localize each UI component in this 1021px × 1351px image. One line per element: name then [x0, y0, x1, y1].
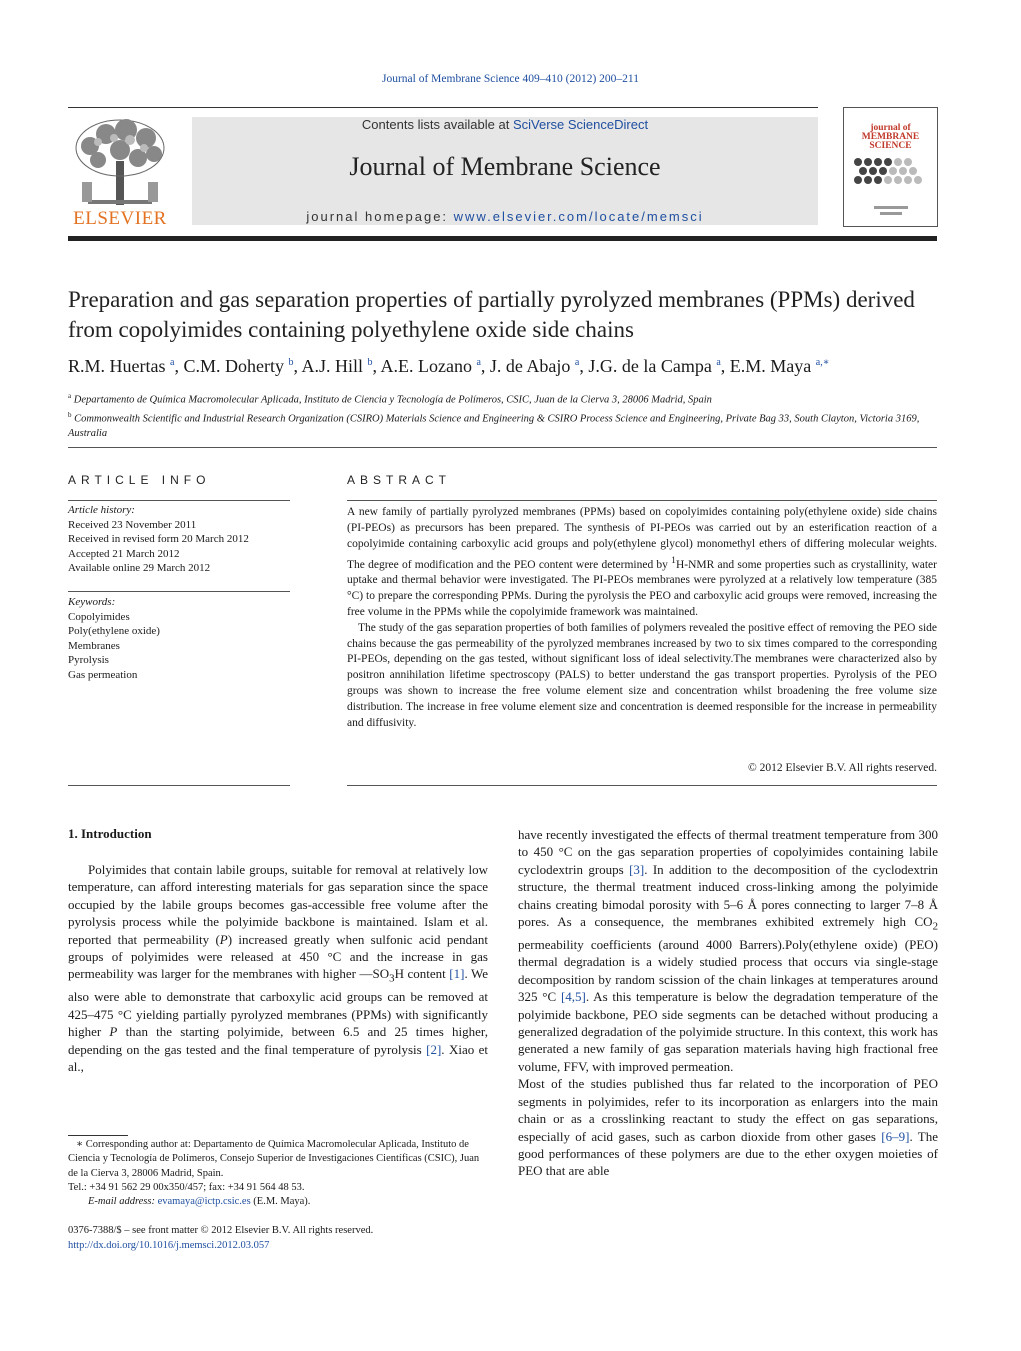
text-run: Most of the studies published thus far related to the incorporation of PEO segments in polyimides, refer to its incorporation as enlargers into the main chain or as a crosslinking reactant to study the effect on gas separations, especially of acid gases, such as carbon dioxide from other gases	[518, 1076, 938, 1144]
text-run: . As this temperature is below the degradation temperature of the polyimide backbone, PEO side segments can be detached without producing a generalized degradation of the polyimide structure. In this context, this work has generated a new family of gas separation materials having high fractional free volume, FFV, with improved permeation.	[518, 989, 938, 1074]
affiliation-text: Departamento de Química Macromolecular Aplicada, Instituto de Ciencia y Tecnología de Polímeros, CSIC, Juan de la Cierva 3, 28006 Madrid, Spain	[73, 394, 712, 406]
cover-title-line: SCIENCE	[869, 141, 912, 151]
author-list: R.M. Huertas $^a$, C.M. Doherty $^b$, A.J. Hill $^b$, A.E. Lozano $^a$, J. de Abajo $^a$, J.G. de la Campa $^a$, E.M. Maya $^{a,∗}$	[68, 356, 830, 376]
cover-text-line	[880, 212, 902, 215]
journal-name: Journal of Membrane Science	[349, 152, 661, 181]
doi-link[interactable]: http://dx.doi.org/10.1016/j.memsci.2012.03.057	[68, 1240, 270, 1251]
keyword: Gas permeation	[68, 668, 138, 681]
citation-link[interactable]: [6–9]	[881, 1128, 910, 1144]
copyright-notice: © 2012 Elsevier B.V. All rights reserved.	[748, 762, 937, 774]
author-name: C.M. Doherty	[183, 356, 284, 376]
article-title: Preparation and gas separation properties of partially pyrolyzed membranes (PPMs) derived from copolyimides containing polyethylene oxide side chains	[68, 287, 915, 342]
history-entry: Received 23 November 2011	[68, 518, 197, 531]
affiliation-marker[interactable]: a	[170, 357, 175, 368]
author	[730, 356, 830, 376]
affiliation-marker[interactable]: a	[476, 357, 481, 368]
affiliation-rule	[68, 447, 937, 448]
cover-text-line	[874, 206, 908, 209]
elsevier-logo	[68, 116, 172, 232]
homepage-link[interactable]: www.elsevier.com/locate/memsci	[453, 209, 704, 224]
subscript: 2	[932, 920, 938, 933]
abstract-rule	[347, 500, 937, 501]
abstract-text	[347, 505, 937, 732]
keywords	[68, 595, 290, 682]
abstract-text-run: A new family of partially pyrolyzed membranes (PPMs) based on copolyimides containing poly(ethylene oxide) side chains (PI-PEOs) as precursors has been prepared. The synthesis of PI-PEOs was carried out by an esterification reaction of a copolyimide containing carboxylic acid groups and poly(ethylene glycol) monomethyl ethers of differing molecular weights. The degree of modification and the PEO content were determined by	[347, 506, 937, 571]
abstract-rule	[347, 785, 937, 786]
author	[301, 356, 372, 376]
contents-prefix: Contents lists available at	[361, 117, 513, 132]
body-column-left	[68, 861, 488, 1075]
body-column-right	[518, 826, 938, 1180]
affiliation-marker[interactable]: b	[367, 357, 373, 368]
elsevier-tree-icon	[68, 116, 172, 208]
footnote-rule	[68, 1135, 128, 1136]
corresponding-address: ∗ Corresponding author at: Departamento de Química Macromolecular Aplicada, Instituto de Ciencia y Tecnología de Polímeros, Consejo Superior de Investigaciones Científicas (CSIC), Juan de la Cierva 3, 28006 Madrid, Spain.	[68, 1139, 480, 1179]
email-link[interactable]: evamaya@ictp.csic.es	[157, 1196, 251, 1207]
affiliation-marker[interactable]: a	[716, 357, 721, 368]
email-label: E-mail address:	[88, 1196, 158, 1207]
author-name: A.E. Lozano	[380, 356, 472, 376]
history-label: Article history:	[68, 504, 135, 516]
homepage-prefix: journal homepage:	[306, 209, 454, 224]
issn-line: 0376-7388/$ – see front matter © 2012 Elsevier B.V. All rights reserved.	[68, 1225, 374, 1236]
corresponding-author-footnote	[68, 1138, 488, 1195]
body-paragraph	[518, 1075, 938, 1179]
body-paragraph	[518, 826, 938, 1075]
article-info-rule	[68, 500, 290, 501]
keyword: Poly(ethylene oxide)	[68, 625, 160, 637]
text-run: . We also were able to demonstrate that carboxylic acid groups can be removed at 425–475 °C yielding partially pyrolyzed membranes (PPMs) with significantly higher	[68, 966, 488, 1040]
author-name: J.G. de la Campa	[588, 356, 712, 376]
journal-cover-thumbnail[interactable]	[843, 107, 938, 227]
superscript: 1	[671, 554, 676, 566]
text-run: ) increased greatly when sulfonic acid pendant groups of polyimides were released at 450 °C and the increase in gas permeability was larger for the membranes with higher —SO	[68, 931, 488, 982]
history-entry: Received in revised form 20 March 2012	[68, 533, 249, 545]
keyword: Copolyimides	[68, 610, 130, 623]
text-run: . In addition to the decomposition of the cyclodextrin structure, the thermal treatment induced cross-linking among the polyimide chains creating bimodal porosity with 5–6 Å pores connecting to larger 7–8 Å pores. As a consequence, the membranes exhibited extremely high CO	[518, 861, 938, 930]
cover-title-line: MEMBRANE	[861, 132, 920, 142]
affiliation-mark: a	[68, 392, 72, 400]
abstract-text-run: H-NMR and some properties such as crystallinity, water uptake and thermal behavior were investigated. The PI-PEOs membranes were pyrolyzed at a relatively low temperature (385 °C) to prepare the corresponding PPMs. During the pyrolysis the PEO and carboxylic acid groups were removed, increasing the free volume in the PPMs while the copolyimide framework was maintained.	[347, 558, 937, 618]
affiliation-text: Commonwealth Scientific and Industrial Research Organization (CSIRO) Materials Science and Engineering & CSIRO Process Science and Engineering, Private Bag 33, South Clayton, Victoria 3169, Australia	[68, 413, 920, 439]
author	[490, 356, 579, 376]
affiliation-mark: b	[68, 410, 72, 419]
contact-phone: Tel.: +34 91 562 29 00x350/457; fax: +34 91 564 48 53.	[68, 1181, 305, 1193]
symbol-P: P	[109, 1024, 118, 1040]
text-run: . The good performances of these polymers are due to the ether oxygen moieties of PEO that are able	[518, 1128, 938, 1179]
affiliation-marker[interactable]: b	[288, 357, 294, 368]
text-run: than the starting polyimide, between 6.5 and 25 times higher, depending on the gas tested and the final temperature of pyrolysis	[68, 1024, 488, 1057]
cover-title	[844, 124, 937, 151]
section-heading-introduction: 1. Introduction	[68, 826, 152, 841]
text-run: H content	[394, 966, 450, 982]
affiliation	[68, 408, 938, 441]
cover-title-line: journal of	[870, 123, 911, 133]
citation-link[interactable]: [3]	[629, 861, 645, 877]
header-top-rule	[68, 107, 818, 108]
author-name: J. de Abajo	[489, 356, 571, 376]
email-line	[68, 1196, 488, 1207]
history-entry: Available online 29 March 2012	[68, 562, 211, 574]
article-info-rule	[68, 591, 290, 592]
keywords-label: Keywords:	[68, 596, 116, 608]
text-run: have recently investigated the effects of thermal treatment temperature from 300 to 450 °C on the gas separation properties of copolyimides containing labile cyclodextrin groups	[518, 827, 938, 877]
text-run: . Xiao et al.,	[68, 1041, 488, 1075]
text-run: Polyimides that contain labile groups, suitable for removal at relatively low temperature, can afford interesting materials for gas separation since the space occupied by the labile groups becomes gas-accessible free volume after the pyrolysis process while the polyimide backbone is maintained. Islam et al. reported that permeability (	[68, 862, 488, 947]
header-thick-rule	[68, 236, 937, 241]
article-info-heading: ARTICLE INFO	[68, 473, 211, 487]
cover-hexagon-graphic	[852, 154, 930, 190]
citation-link[interactable]: [2]	[426, 1041, 442, 1057]
history-entry: Accepted 21 March 2012	[68, 547, 180, 560]
affiliation	[68, 389, 938, 408]
keyword: Pyrolysis	[68, 654, 109, 666]
author-name: R.M. Huertas	[68, 356, 166, 376]
affiliation-marker[interactable]: a	[574, 357, 580, 368]
author-name: A.J. Hill	[301, 356, 363, 376]
author-name: E.M. Maya	[729, 356, 812, 376]
symbol-P: P	[219, 931, 228, 947]
citation-link[interactable]: [1]	[449, 966, 465, 982]
subscript: 3	[389, 973, 395, 986]
journal-reference[interactable]: Journal of Membrane Science 409–410 (2012) 200–211	[382, 73, 639, 85]
article-info-rule	[68, 785, 290, 786]
author	[381, 356, 481, 376]
article-history	[68, 503, 290, 576]
affiliation-marker[interactable]: a,∗	[815, 357, 830, 368]
abstract-heading: ABSTRACT	[347, 473, 452, 487]
affiliations	[68, 389, 938, 441]
citation-link[interactable]: [4,5]	[560, 989, 586, 1005]
sciencedirect-link[interactable]: SciVerse ScienceDirect	[512, 117, 649, 132]
author	[183, 356, 293, 376]
body-paragraph	[68, 861, 488, 1075]
text-run: permeability coefficients (around 4000 Barrers).Poly(ethylene oxide) (PEO) thermal degradation is a widely studied process that occurs via single-stage decomposition by random scission of the chain linkages at temperatures around 325 °C	[518, 937, 938, 1005]
contents-line	[192, 117, 818, 132]
email-suffix: (E.M. Maya).	[250, 1196, 311, 1207]
author	[588, 356, 720, 376]
elsevier-wordmark: ELSEVIER	[73, 208, 167, 229]
author	[68, 356, 174, 376]
abstract-paragraph: The study of the gas separation properties of both families of polymers revealed the positive effect of removing the PEO side chains because the gas permeability of the pyrolyzed membranes increased by two to six times compared to the corresponding PI-PEOs, depending on the gas tested, without significant loss of ideal selectivity.The membranes were characterized also by positron annihilation lifetime spectroscopy (PALS) to better understand the gas transport properties. Pyrolysis of the PEO groups was shown to increase the free volume element size and concentration whilst broadening the free volume size distribution. The increase in free volume element size and concentration is deemed responsible for the increase in permeability and diffusivity.	[347, 621, 937, 729]
keyword: Membranes	[68, 639, 120, 652]
abstract-paragraph	[347, 505, 937, 621]
journal-homepage	[192, 209, 818, 224]
